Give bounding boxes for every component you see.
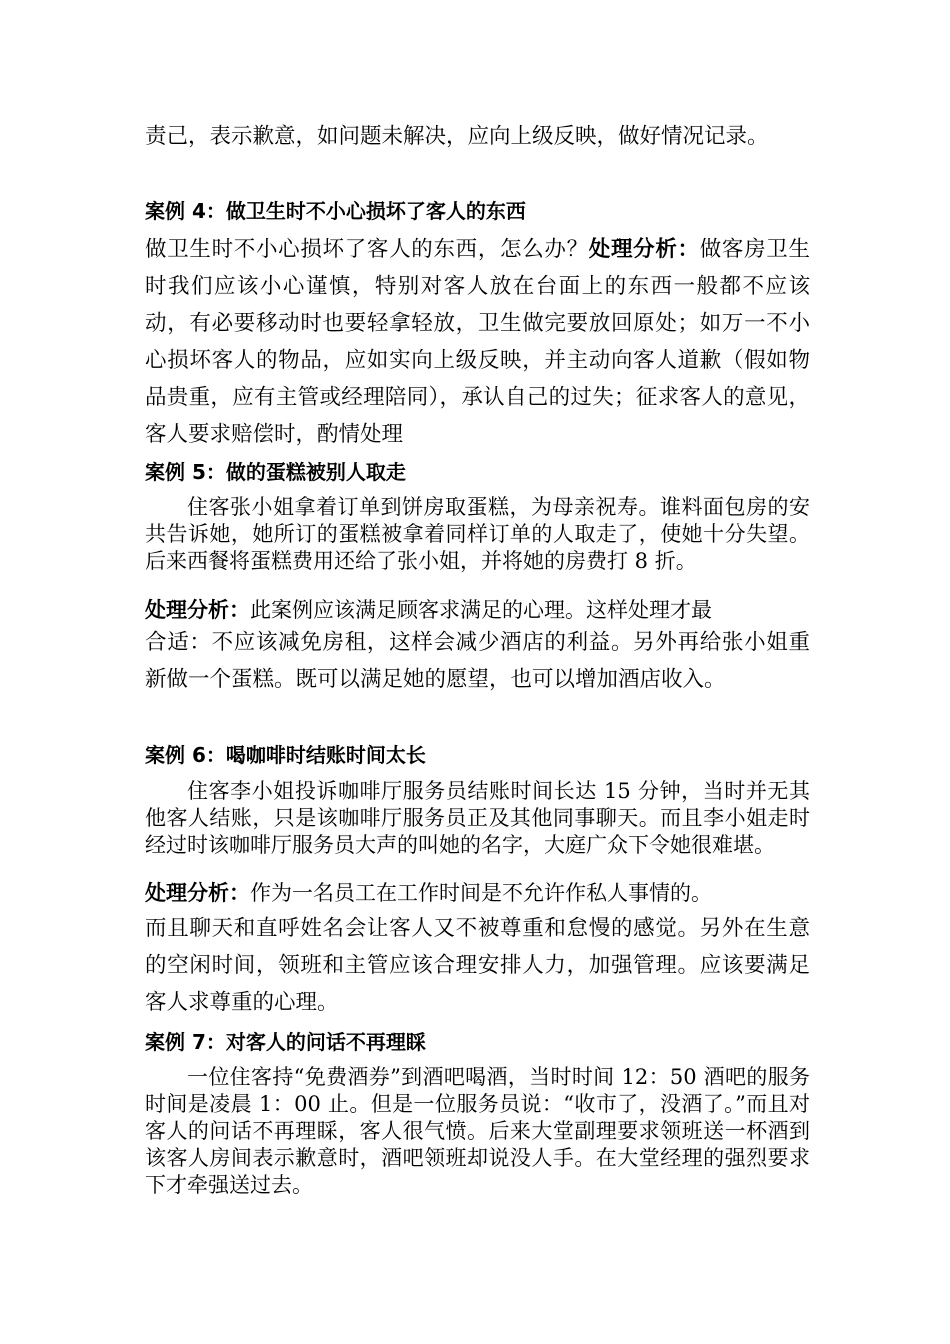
case6-analysis-rest: 而且聊天和直呼姓名会让客人又不被尊重和怠慢的感觉。另外在生意的空闲时间，领班和主管应该合理安排人力，加强管理。应该要满足客人求尊重的心理。 (145, 916, 810, 1015)
case5-analysis-label: 处理分析： (145, 598, 250, 622)
case7-heading: 案例 7：对客人的问话不再理睬 (145, 1030, 426, 1054)
case6-analysis-line1: 作为一名员工在工作时间是不允许作私人事情的。 (250, 881, 712, 905)
case4-analysis-label: 处理分析： (588, 237, 700, 262)
case7-story: 一位住客持“免费酒券”到酒吧喝酒，当时时间 12：50 酒吧的服务时间是凌晨 1：00 止。但是一位服务员说：“收市了，没酒了。”而且对客人的问话不再理睬，客人很气愤。后来大堂副理要求领班送一杯酒到该客人房间表示歉意时，酒吧领班却说没人手。在大堂经理的强烈要求下才牵强送过去。 (145, 1065, 810, 1197)
continuation-paragraph: 责己，表示歉意，如问题未解决，应向上级反映，做好情况记录。 (145, 124, 769, 149)
case6-heading: 案例 6：喝咖啡时结账时间太长 (145, 743, 426, 767)
case5-heading: 案例 5：做的蛋糕被别人取走 (145, 460, 406, 484)
case4-analysis: 做客房卫生时我们应该小心谨慎，特别对客人放在台面上的东西一般都不应该动，有必要移动时也要轻拿轻放，卫生做完要放回原处；如万一不小心损坏客人的物品，应如实向上级反映，并主动向客人道歉（假如物品贵重，应有主管或经理陪同），承认自己的过失；征求客人的意见，客人要求赔偿时，酌情处理 (145, 237, 810, 447)
case6-analysis-label: 处理分析： (145, 881, 250, 905)
case4-paragraph (145, 231, 810, 453)
case5-analysis-line1: 此案例应该满足顾客求满足的心理。这样处理才最 (250, 598, 712, 622)
case4-question: 做卫生时不小心损坏了客人的东西，怎么办？ (145, 237, 589, 262)
case6-analysis-line (145, 880, 810, 907)
case6-story: 住客李小姐投诉咖啡厅服务员结账时间长达 15 分钟，当时并无其他客人结账，只是该咖啡厅服务员正及其他同事聊天。而且李小姐走时经过时该咖啡厅服务员大声的叫她的名字，大庭广众下令她很难堪。 (145, 779, 810, 857)
case5-story: 住客张小姐拿着订单到饼房取蛋糕，为母亲祝寿。谁料面包房的安共告诉她，她所订的蛋糕被拿着同样订单的人取走了，使她十分失望。后来西餐将蛋糕费用还给了张小姐，并将她的房费打 8 折。 (145, 495, 810, 573)
case4-heading: 案例 4：做卫生时不小心损坏了客人的东西 (145, 199, 526, 223)
case5-analysis-rest: 合适：不应该减免房租，这样会减少酒店的利益。另外再给张小姐重新做一个蛋糕。既可以满足她的愿望，也可以增加酒店收入。 (145, 630, 810, 692)
case5-analysis-line (145, 597, 810, 624)
